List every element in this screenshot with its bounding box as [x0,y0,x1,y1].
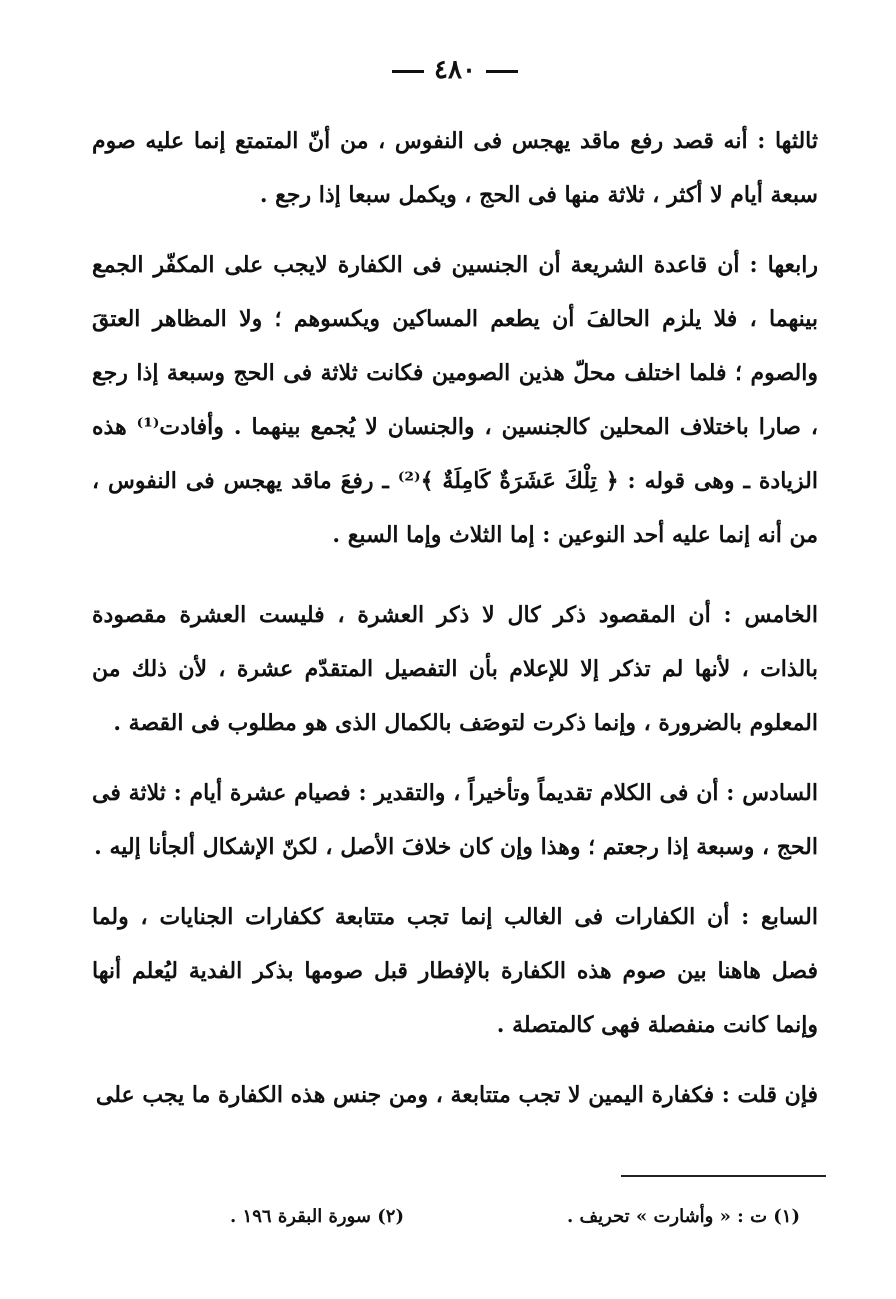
page-number: ٤٨٠ [434,55,476,85]
paragraph-seventh: السابع : أن الكفارات فى الغالب إنما تجب متتابعة ككفارات الجنايات ، ولما فصل هاهنا بين صوم هذه الكفارة بالإفطار قبل صومها بذكر الفدية ليُعلم أنها وإنما كانت منفصلة فهى كالمتصلة . [92,904,818,1038]
dash-right [392,70,424,73]
footnote-1: (١) ت : « وأشارت » تحريف . [566,1206,800,1227]
dash-left [486,70,518,73]
paragraph-third: ثالثها : أنه قصد رفع ماقد يهجس فى النفوس ، من أنّ المتمتع إنما عليه صوم سبعة أيام لا أكثر ، ثلاثة منها فى الحج ، ويكمل سبعا إذا رجع . [92,128,818,208]
paragraph-fifth: الخامس : أن المقصود ذكر كال لا ذكر العشرة ، فليست العشرة مقصودة بالذات ، لأنها لم تذكر إلا للإعلام بأن التفصيل المتقدّم عشرة ، لأن ذلك من المعلوم بالضرورة ، وإنما ذكرت لتوصَف بالكمال الذى هو مطلوب فى القصة . [92,602,818,736]
paragraph-fourth: رابعها : أن قاعدة الشريعة أن الجنسين فى الكفارة لايجب على المكفّر الجمع بينهما ، فلا يلزم الحالفَ أن يطعم المساكين ويكسوهم ؛ ولا المظاهر العتقَ والصوم ؛ فلما اختلف محلّ هذين الصومين فكانت ثلاثة فى الحج وسبعة إذا رجع ، صارا باختلاف المحلين كالجنسين ، والجنسان لا يُجمع بينهما . وأفادت⁽¹⁾ هذه الزيادة ـ وهى قوله : ﴿ تِلْكَ عَشَرَةٌ كَامِلَةٌ ﴾⁽²⁾ ـ رفعَ ماقد يهجس فى النفوس ، من أنه إنما عليه أحد النوعين : إما الثلاث وإما السبع . [92,252,818,548]
paragraph-sixth: السادس : أن فى الكلام تقديماً وتأخيراً ، والتقدير : فصيام عشرة أيام : ثلاثة فى الحج ، وسبعة إذا رجعتم ؛ وهذا وإن كان خلافَ الأصل ، لكنّ الإشكال ألجأنا إليه . [92,780,818,860]
footnote-separator [621,1175,826,1177]
footnote-2: (٢) سورة البقرة ١٩٦ . [230,1206,404,1227]
paragraph-question: فإن قلت : فكفارة اليمين لا تجب متتابعة ، ومن جنس هذه الكفارة ما يجب على [95,1082,818,1108]
footnotes [230,1206,800,1227]
page-number-header [92,50,818,90]
